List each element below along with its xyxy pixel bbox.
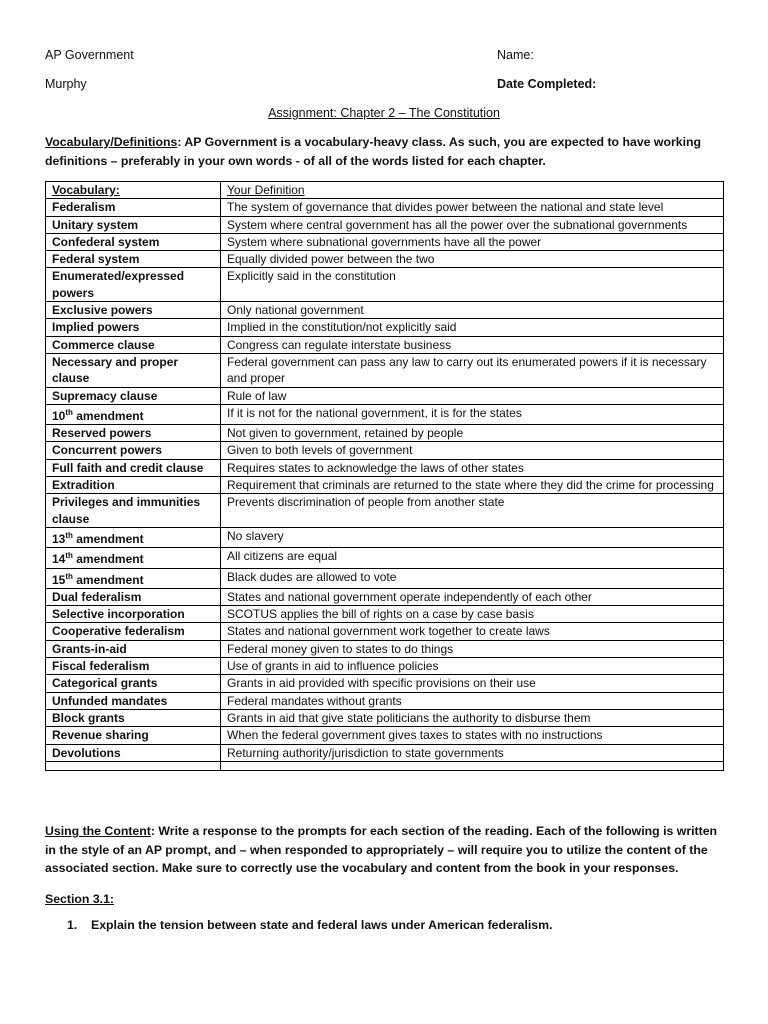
table-row [46, 216, 724, 233]
vocab-term: Commerce clause [46, 336, 221, 353]
table-row [46, 548, 724, 568]
prompt-number: 1. [67, 918, 78, 932]
vocab-term: Revenue sharing [46, 727, 221, 744]
table-row [46, 709, 724, 726]
vocab-definition: States and national government work together to create laws [221, 623, 724, 640]
table-row [46, 494, 724, 528]
table-row [46, 268, 724, 302]
vocab-term: Block grants [46, 709, 221, 726]
vocab-term: Fiscal federalism [46, 658, 221, 675]
vocab-term: Grants-in-aid [46, 640, 221, 657]
vocab-term: 13th amendment [46, 527, 221, 547]
table-row [46, 727, 724, 744]
vocab-definition: Grants in aid provided with specific provisions on their use [221, 675, 724, 692]
vocab-definition: States and national government operate independently of each other [221, 588, 724, 605]
table-row [46, 623, 724, 640]
table-row [46, 387, 724, 404]
vocab-definition: Requirement that criminals are returned to the state where they did the crime for processing [221, 477, 724, 494]
vocab-definition: Implied in the constitution/not explicitly said [221, 319, 724, 336]
table-header-row [46, 182, 724, 199]
content-intro-text: : Write a response to the prompts for each section of the reading. Each of the following is written in the style of an AP prompt, and – when responded to appropriately – will require you to utilize the content of the associated section. Make sure to correctly use the vocabulary and content from the book in your responses. [45, 824, 718, 876]
table-row [46, 606, 724, 623]
vocab-term: 14th amendment [46, 548, 221, 568]
vocab-definition: When the federal government gives taxes to states with no instructions [221, 727, 724, 744]
vocab-definition: System where central government has all the power over the subnational governments [221, 216, 724, 233]
vocabulary-column-header: Vocabulary: [46, 182, 221, 199]
vocab-term: Supremacy clause [46, 387, 221, 404]
table-row [46, 233, 724, 250]
vocab-definition: Returning authority/jurisdiction to state governments [221, 744, 724, 761]
vocab-term: Concurrent powers [46, 442, 221, 459]
vocab-definition [221, 761, 724, 770]
prompt-item [67, 918, 553, 932]
assignment-title: Assignment: Chapter 2 – The Constitution [268, 106, 500, 120]
vocab-intro-heading: Vocabulary/Definitions [45, 135, 178, 149]
table-row [46, 302, 724, 319]
vocab-definition: Use of grants in aid to influence policies [221, 658, 724, 675]
date-completed-label: Date Completed: [497, 77, 597, 91]
vocab-term: Reserved powers [46, 425, 221, 442]
table-row [46, 527, 724, 547]
vocab-definition: Only national government [221, 302, 724, 319]
table-row [46, 658, 724, 675]
table-row [46, 353, 724, 387]
vocab-definition: Prevents discrimination of people from another state [221, 494, 724, 528]
vocab-definition: Equally divided power between the two [221, 251, 724, 268]
vocab-intro-text: : AP Government is a vocabulary-heavy class. As such, you are expected to have working definitions – preferably in your own words - of all of the words listed for each chapter. [45, 135, 702, 168]
content-intro-heading: Using the Content [45, 824, 151, 838]
table-row [46, 404, 724, 424]
definition-column-header: Your Definition [221, 182, 724, 199]
vocab-definition: Federal money given to states to do things [221, 640, 724, 657]
teacher-name: Murphy [45, 77, 87, 91]
vocab-definition: Grants in aid that give state politicians the authority to disburse them [221, 709, 724, 726]
vocab-definition: No slavery [221, 527, 724, 547]
vocab-term: Dual federalism [46, 588, 221, 605]
vocab-term: Full faith and credit clause [46, 459, 221, 476]
table-row [46, 199, 724, 216]
vocab-definition: All citizens are equal [221, 548, 724, 568]
vocab-definition: Federal government can pass any law to carry out its enumerated powers if it is necessary and proper [221, 353, 724, 387]
vocab-term: Federalism [46, 199, 221, 216]
vocab-definition: SCOTUS applies the bill of rights on a case by case basis [221, 606, 724, 623]
vocab-definition: System where subnational governments have all the power [221, 233, 724, 250]
vocab-definition: If it is not for the national government, it is for the states [221, 404, 724, 424]
vocab-definition: The system of governance that divides power between the national and state level [221, 199, 724, 216]
table-row [46, 442, 724, 459]
vocab-definition: Rule of law [221, 387, 724, 404]
vocab-term: Unfunded mandates [46, 692, 221, 709]
table-row [46, 744, 724, 761]
vocab-term: 10th amendment [46, 404, 221, 424]
table-row [46, 761, 724, 770]
table-row [46, 459, 724, 476]
table-row [46, 425, 724, 442]
vocab-definition: Explicitly said in the constitution [221, 268, 724, 302]
vocab-term: Devolutions [46, 744, 221, 761]
vocab-term: Categorical grants [46, 675, 221, 692]
vocab-term: Selective incorporation [46, 606, 221, 623]
vocab-definition: Requires states to acknowledge the laws of other states [221, 459, 724, 476]
vocab-term: Exclusive powers [46, 302, 221, 319]
vocab-term: Necessary and proper clause [46, 353, 221, 387]
table-row [46, 336, 724, 353]
vocab-intro [45, 133, 725, 170]
table-row [46, 251, 724, 268]
content-intro [45, 822, 725, 878]
table-row [46, 319, 724, 336]
name-label: Name: [497, 48, 534, 62]
vocab-term: Unitary system [46, 216, 221, 233]
prompt-text: Explain the tension between state and federal laws under American federalism. [91, 918, 553, 932]
table-row [46, 692, 724, 709]
vocab-definition: Federal mandates without grants [221, 692, 724, 709]
table-row [46, 477, 724, 494]
table-row [46, 675, 724, 692]
table-row [46, 568, 724, 588]
vocab-term: Confederal system [46, 233, 221, 250]
table-row [46, 640, 724, 657]
vocab-term: Enumerated/expressed powers [46, 268, 221, 302]
vocab-term: Privileges and immunities clause [46, 494, 221, 528]
vocab-term: Cooperative federalism [46, 623, 221, 640]
vocab-term [46, 761, 221, 770]
vocab-definition: Congress can regulate interstate business [221, 336, 724, 353]
vocab-definition: Not given to government, retained by people [221, 425, 724, 442]
section-heading: Section 3.1: [45, 892, 115, 906]
vocab-term: Federal system [46, 251, 221, 268]
vocab-term: Implied powers [46, 319, 221, 336]
course-name: AP Government [45, 48, 134, 62]
vocab-term: 15th amendment [46, 568, 221, 588]
vocab-definition: Given to both levels of government [221, 442, 724, 459]
vocab-term: Extradition [46, 477, 221, 494]
vocabulary-table [45, 181, 724, 771]
table-row [46, 588, 724, 605]
vocab-definition: Black dudes are allowed to vote [221, 568, 724, 588]
